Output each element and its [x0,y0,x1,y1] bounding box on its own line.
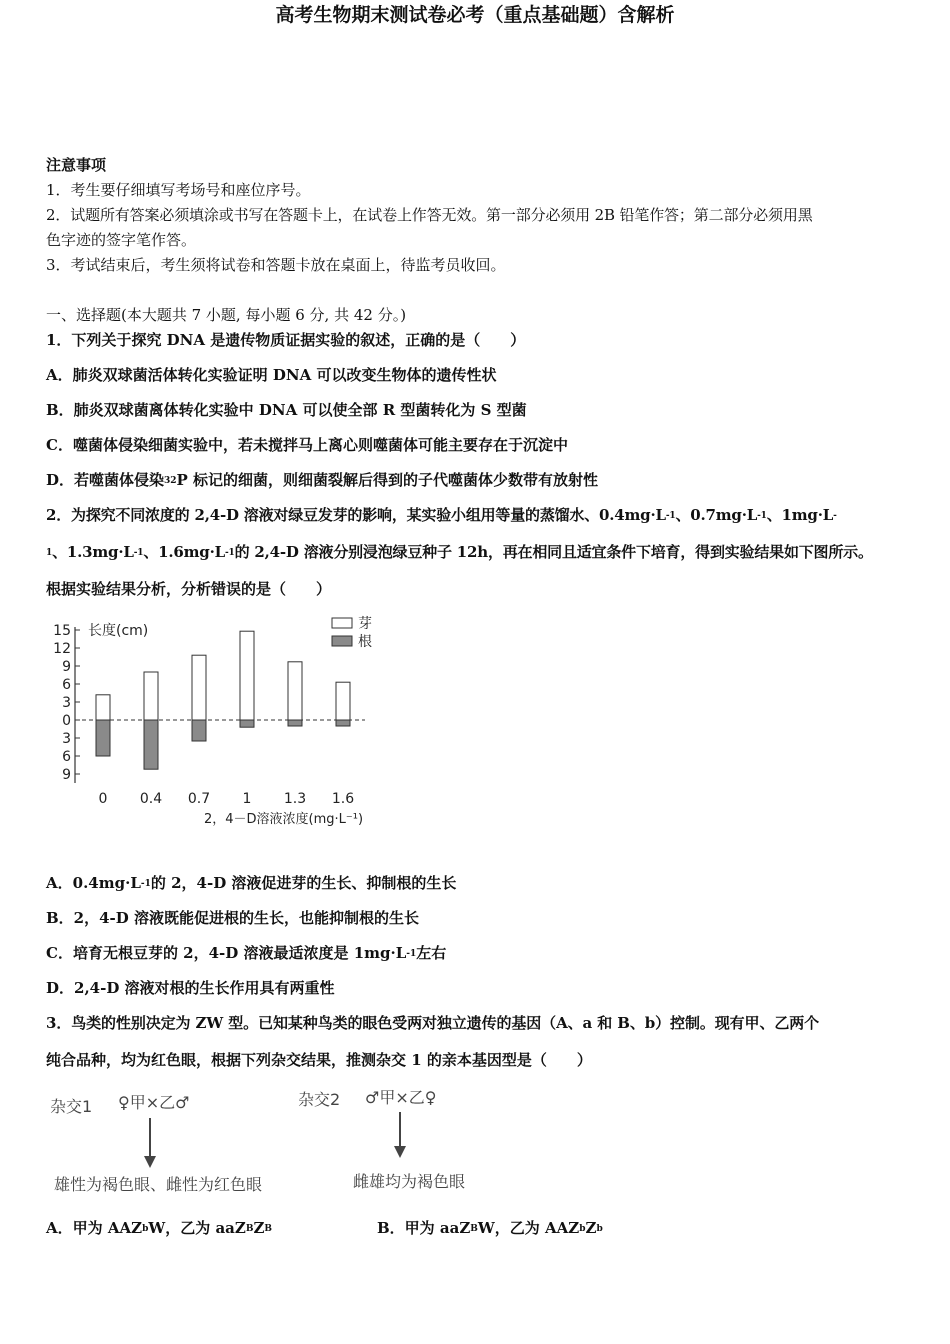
y-tick-label: 9 [62,767,71,783]
q1-option-a: A．肺炎双球菌活体转化实验证明 DNA 可以改变生物体的遗传性状 [46,366,497,384]
legend-label-bud: 芽 [358,616,372,632]
y-tick-label: 6 [62,677,71,693]
cross1-result: 雄性为褐色眼、雌性为红色眼 [54,1175,263,1194]
y-axis-label: 长度(cm) [88,623,149,639]
legend-swatch-root [332,636,352,646]
cross2-label: 杂交2 [298,1090,341,1109]
q3-stem-line2: 纯合品种，均为红色眼，根据下列杂交结果，推测杂交 1 的亲本基因型是（ ） [46,1051,592,1069]
x-axis-label: 2，4－D溶液浓度(mg·L⁻¹) [204,812,364,827]
q1-option-d: D．若噬菌体侵染$^{32}$P 标记的细菌，则细菌裂解后得到的子代噬菌体少数带有放射性 [46,471,599,489]
cross2-result: 雌雄均为褐色眼 [353,1172,466,1191]
bar-bud [192,655,206,720]
x-tick-label: 0.4 [139,791,163,807]
q2-option-a: A．$0.4mg\cdot L^{-1}$的 2，4-D 溶液促进芽的生长、抑制根的生长 [46,874,457,892]
cross-diagram [40,1080,500,1205]
q3-option-a: A．甲为 AAZ$^b$W，乙为 $aaZ^BZ^B$ [46,1219,273,1237]
q1-option-c: C．噬菌体侵染细菌实验中，若未搅拌马上离心则噬菌体可能主要存在于沉淀中 [46,436,568,454]
legend-label-root: 根 [358,634,372,650]
cross2-arrowhead [394,1146,406,1158]
y-tick-label: 6 [62,749,71,765]
bar-bud [288,662,302,720]
notice-item: 1．考生要仔细填写考场号和座位序号。 [46,181,311,199]
bar-root [240,720,254,727]
bar-root [192,720,206,741]
section-heading: 一、选择题(本大题共 7 小题, 每小题 6 分, 共 42 分。) [46,306,407,324]
q1-option-b: B．肺炎双球菌离体转化实验中 DNA 可以使全部 R 型菌转化为 S 型菌 [46,401,527,419]
notice-item: 色字迹的签字笔作答。 [46,231,197,249]
notice-item: 3．考试结束后，考生须将试卷和答题卡放在桌面上，待监考员收回。 [46,256,506,274]
notice-item: 2．试题所有答案必须填涂或书写在答题卡上，在试卷上作答无效。第一部分必须用 2B 铅笔作答；第二部分必须用黑 [46,206,813,224]
q2-option-c: C．培育无根豆芽的 2，4-D 溶液最适浓度是 $1mg\cdot L^{-1}$左右 [46,944,447,962]
x-tick-label: 1.3 [283,791,307,807]
bar-root [288,720,302,726]
y-tick-label: 0 [62,713,71,729]
q2-option-d: D．2,4-D 溶液对根的生长作用具有两重性 [46,979,335,997]
page-title: 高考生物期末测试卷必考（重点基础题）含解析 [275,4,675,26]
bar-root [144,720,158,769]
cross2-parents: ♂甲×乙♀ [365,1088,437,1107]
cross1-arrowhead [144,1156,156,1168]
bar-chart [40,605,420,835]
legend [332,616,372,650]
q2-stem-line1: 2．为探究不同浓度的 2,4-D 溶液对绿豆发芽的影响，某实验小组用等量的蒸馏水、$0.4mg\cdot L^{-1}$、$0.7mg\cdot L^{-1}$、1mg·L- [46,506,837,524]
q3-stem-line1: 3．鸟类的性别决定为 ZW 型。已知某种鸟类的眼色受两对独立遗传的基因（A、a 和 B、b）控制。现有甲、乙两个 [46,1014,820,1032]
q1-stem: 1．下列关于探究 DNA 是遗传物质证据实验的叙述，正确的是（ ） [46,331,526,349]
bar-bud [240,631,254,720]
q2-option-b: B．2，4-D 溶液既能促进根的生长，也能抑制根的生长 [46,909,420,927]
cross1-parents: ♀甲×乙♂ [118,1093,190,1112]
legend-swatch-bud [332,618,352,628]
y-tick-label: 15 [53,623,71,639]
y-tick-label: 12 [53,641,71,657]
q2-stem-line3: 根据实验结果分析，分析错误的是（ ） [46,580,332,598]
cross1-label: 杂交1 [50,1097,93,1116]
bar-root [96,720,110,756]
x-tick-label: 1.6 [331,791,355,807]
q3-option-b: B．甲为 aaZ$^B$W，乙为 $AAZ^bZ^b$ [377,1219,603,1237]
y-tick-label: 3 [62,731,71,747]
bar-bud [336,682,350,720]
bar-bud [144,672,158,720]
x-tick-label: 0.7 [187,791,211,807]
bar-root [336,720,350,726]
x-tick-label: 1 [242,791,252,807]
x-tick-label: 0 [98,791,108,807]
notice-heading: 注意事项 [46,156,107,174]
y-tick-label: 3 [62,695,71,711]
q2-stem-line2: $^1$、$1.3mg\cdot L^{-1}$、$1.6mg\cdot L^{-1}$的 2,4-D 溶液分别浸泡绿豆种子 12h，再在相同且适宜条件下培育，得到实验结果如下图所示。 [46,543,873,561]
bar-bud [96,695,110,720]
y-tick-label: 9 [62,659,71,675]
